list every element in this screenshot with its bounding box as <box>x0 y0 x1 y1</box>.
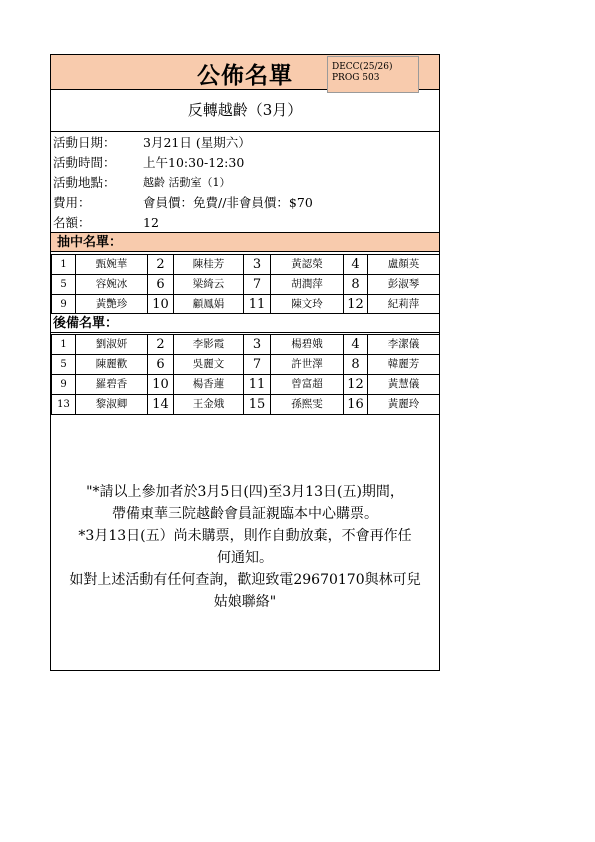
participant-name: 黃麗玲 <box>368 395 440 415</box>
selected-table <box>51 254 440 315</box>
program-code-box <box>327 56 419 93</box>
entry-number: 3 <box>244 255 271 275</box>
participant-name: 甄婉華 <box>76 255 148 275</box>
entry-number: 8 <box>344 355 368 375</box>
participant-name: 盧顏英 <box>368 255 440 275</box>
info-value-venue: 越齡 活動室（1） <box>143 176 231 189</box>
entry-number: 5 <box>52 355 76 375</box>
participant-name: 許世澤 <box>271 355 344 375</box>
waitlist-row <box>52 375 440 395</box>
selected-row <box>52 295 440 315</box>
participant-name: 梁綺云 <box>174 275 244 295</box>
info-label-quota: 名額： <box>53 215 91 230</box>
entry-number: 4 <box>344 335 368 355</box>
participant-name: 黃艷珍 <box>76 295 148 315</box>
participant-name: 陳桂芳 <box>174 255 244 275</box>
waitlist-heading: 後備名單： <box>51 313 439 333</box>
entry-number: 3 <box>244 335 271 355</box>
info-label-venue: 活動地點： <box>53 175 116 190</box>
entry-number: 12 <box>344 375 368 395</box>
participant-name: 曾富超 <box>271 375 344 395</box>
waitlist-row <box>52 335 440 355</box>
purchase-notice <box>51 481 439 613</box>
entry-number: 2 <box>148 255 174 275</box>
entry-number: 13 <box>52 395 76 415</box>
participant-name: 陳麗歡 <box>76 355 148 375</box>
entry-number: 11 <box>244 375 271 395</box>
notice-line: *3月13日(五）尚未購票，則作自動放棄，不會再作任 <box>78 528 412 544</box>
waitlist-row <box>52 355 440 375</box>
info-label-time: 活動時間： <box>53 155 116 170</box>
participant-name: 陳文玲 <box>271 295 344 315</box>
entry-number: 12 <box>344 295 368 315</box>
entry-number: 14 <box>148 395 174 415</box>
info-label-date: 活動日期： <box>53 135 116 150</box>
entry-number: 9 <box>52 375 76 395</box>
entry-number: 11 <box>244 295 271 315</box>
info-value-date: 3月21日 (星期六） <box>143 135 251 150</box>
notice-line: 何通知。 <box>217 550 273 566</box>
activity-subtitle: 反轉越齡（3月） <box>51 89 439 132</box>
participant-name: 彭淑琴 <box>368 275 440 295</box>
participant-name: 胡潤萍 <box>271 275 344 295</box>
page-title: 公佈名單 <box>197 63 293 89</box>
entry-number: 1 <box>52 255 76 275</box>
program-code-line2: PROG 503 <box>332 73 380 83</box>
notice-line: 如對上述活動有任何查詢，歡迎致電29670170與林可兒 <box>69 572 421 588</box>
program-code-line1: DECC(25/26) <box>332 62 393 72</box>
participant-name: 黃認榮 <box>271 255 344 275</box>
participant-name: 韓麗芳 <box>368 355 440 375</box>
participant-name: 孫熙雯 <box>271 395 344 415</box>
info-label-fee: 費用： <box>53 195 91 210</box>
notice-line: "*請以上參加者於3月5日(四)至3月13日(五)期間， <box>86 484 404 500</box>
entry-number: 9 <box>52 295 76 315</box>
participant-name: 劉淑妍 <box>76 335 148 355</box>
participant-name: 李潔儀 <box>368 335 440 355</box>
info-value-fee: 會員價：免費//非會員價：$70 <box>143 195 313 210</box>
entry-number: 10 <box>148 295 174 315</box>
info-value-quota: 12 <box>143 215 159 230</box>
info-value-time: 上午10:30-12:30 <box>143 155 245 170</box>
waitlist-row <box>52 395 440 415</box>
participant-name: 顧鳳娟 <box>174 295 244 315</box>
notice-line: 帶備東華三院越齡會員証親臨本中心購票。 <box>112 506 378 522</box>
entry-number: 6 <box>148 275 174 295</box>
selected-row <box>52 255 440 275</box>
entry-number: 7 <box>244 275 271 295</box>
entry-number: 7 <box>244 355 271 375</box>
participant-name: 羅碧香 <box>76 375 148 395</box>
participant-name: 吳麗文 <box>174 355 244 375</box>
selected-heading: 抽中名單： <box>51 232 439 252</box>
participant-name: 紀莉萍 <box>368 295 440 315</box>
entry-number: 10 <box>148 375 174 395</box>
selected-row <box>52 275 440 295</box>
waitlist-table <box>51 334 440 415</box>
participant-name: 王金娥 <box>174 395 244 415</box>
entry-number: 1 <box>52 335 76 355</box>
participant-name: 容婉冰 <box>76 275 148 295</box>
entry-number: 5 <box>52 275 76 295</box>
participant-name: 楊碧娥 <box>271 335 344 355</box>
participant-name: 楊香蓮 <box>174 375 244 395</box>
entry-number: 2 <box>148 335 174 355</box>
entry-number: 6 <box>148 355 174 375</box>
entry-number: 15 <box>244 395 271 415</box>
participant-name: 李影霞 <box>174 335 244 355</box>
notice-line: 姑娘聯絡" <box>213 594 277 610</box>
participant-name: 黃慧儀 <box>368 375 440 395</box>
notice-sheet <box>50 54 440 671</box>
entry-number: 8 <box>344 275 368 295</box>
entry-number: 16 <box>344 395 368 415</box>
entry-number: 4 <box>344 255 368 275</box>
participant-name: 黎淑卿 <box>76 395 148 415</box>
